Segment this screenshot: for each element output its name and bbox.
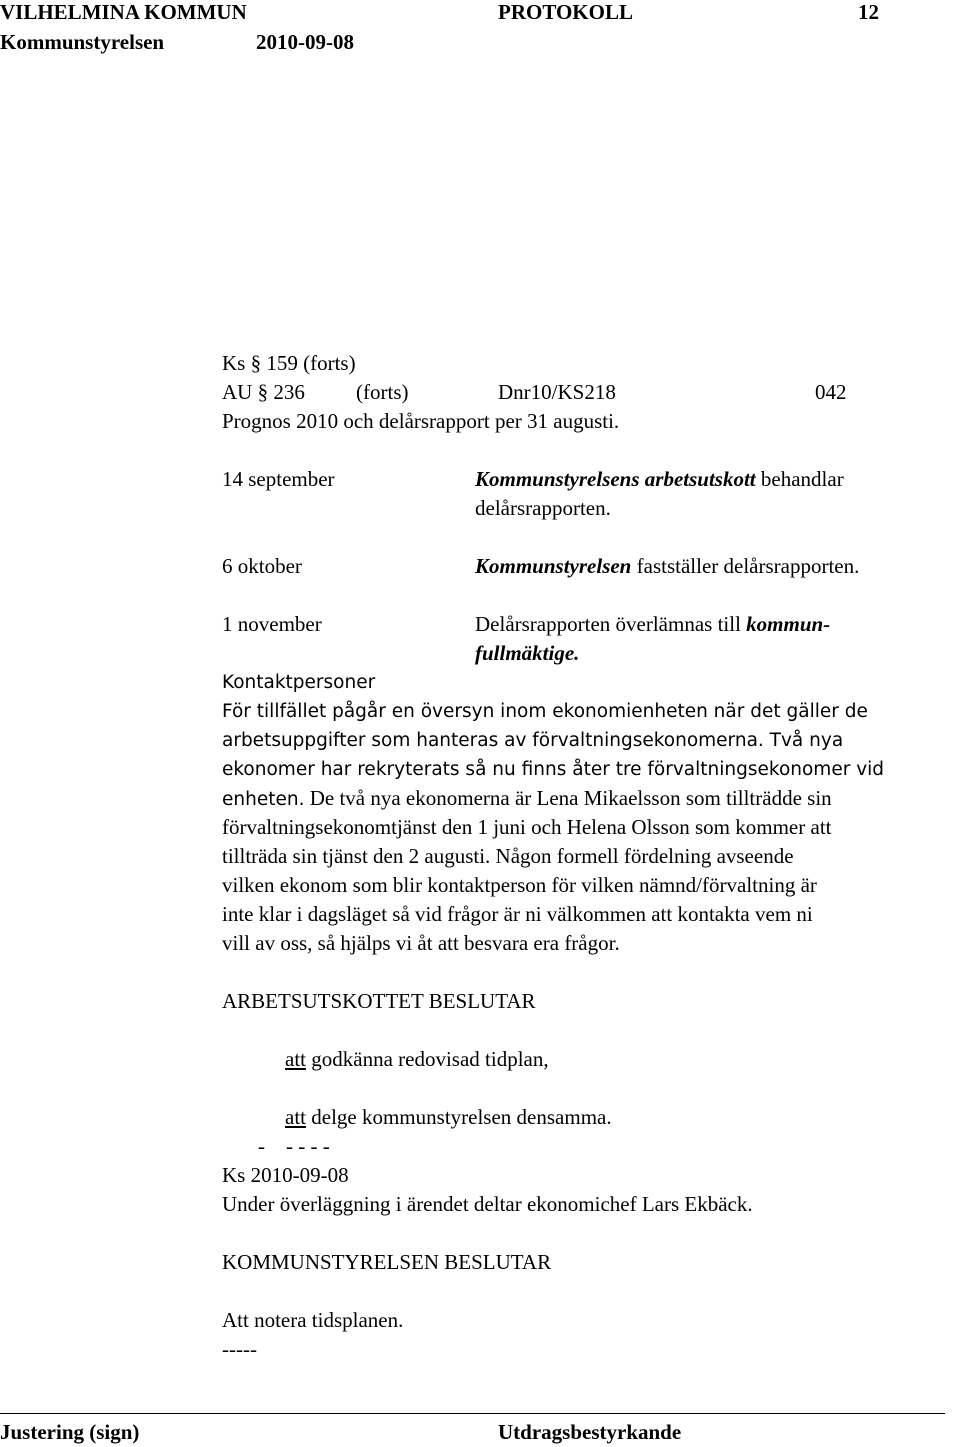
- contact-line-2-head: arbetsuppgifter som hanteras av förvaltningsekonomerna.: [222, 730, 764, 751]
- schedule-rest-1: behandlar: [755, 467, 844, 491]
- header-body: Kommunstyrelsen: [0, 30, 165, 54]
- section-symbol: §: [250, 351, 262, 375]
- au-number: 236: [273, 380, 305, 404]
- contact-line-3: ekonomer har rekryterats så nu finns åter tre förvaltningsekonomer vid: [222, 759, 885, 780]
- ks-number: 159: [266, 351, 298, 375]
- schedule-rest-2: fastställer delårsrapporten.: [631, 554, 860, 578]
- schedule-date-1: 14 september: [222, 467, 335, 491]
- contact-line-4-sans: enheten.: [222, 789, 305, 810]
- footer-justering: Justering (sign): [0, 1420, 140, 1444]
- au-forts: (forts): [356, 380, 409, 404]
- au-decision-text-1: godkänna redovisad tidplan,: [306, 1047, 549, 1071]
- ks-label: Ks: [222, 351, 246, 375]
- contact-line-4: [222, 784, 832, 815]
- au-decision-item-1: [285, 1045, 549, 1074]
- contact-line-8: inte klar i dagsläget så vid frågor är ni välkommen att kontakta vem ni: [222, 902, 813, 926]
- contact-heading: Kontaktpersoner: [222, 672, 376, 693]
- ks-forts: (forts): [303, 351, 356, 375]
- ks-decision-heading: KOMMUNSTYRELSEN BESLUTAR: [222, 1250, 552, 1274]
- contact-line-6: tillträda sin tjänst den 2 augusti. Någon formell fördelning avseende: [222, 844, 794, 868]
- schedule-bold-2: Kommunstyrelsen: [475, 554, 632, 578]
- au-label: AU: [222, 380, 253, 404]
- footer-utdragsbestyrkande: Utdragsbestyrkande: [498, 1420, 682, 1444]
- separator-dashes: - - - - -: [258, 1134, 330, 1158]
- contact-line-7: vilken ekonom som blir kontaktperson för vilken nämnd/förvaltning är: [222, 873, 817, 897]
- att-word: att: [285, 1105, 306, 1129]
- header-doc-type: PROTOKOLL: [498, 0, 633, 24]
- schedule-bold-3: kommun-: [746, 612, 831, 636]
- schedule-date-3: 1 november: [222, 612, 322, 636]
- schedule-text-1: [475, 465, 844, 494]
- end-marker: -----: [222, 1337, 257, 1361]
- ks-date-line: Ks 2010-09-08: [222, 1163, 349, 1187]
- ks-note: Under överläggning i ärendet deltar ekonomichef Lars Ekbäck.: [222, 1192, 753, 1216]
- schedule-text-2: [475, 552, 859, 581]
- au-decision-item-2: [285, 1103, 612, 1132]
- contact-line-4-serif: De två nya ekonomerna är Lena Mikaelsson som tillträdde sin: [304, 786, 832, 810]
- att-word: att: [285, 1047, 306, 1071]
- contact-line-2: [222, 726, 843, 755]
- footer-rule: [0, 1413, 945, 1414]
- header-org: VILHELMINA KOMMUN: [0, 0, 247, 24]
- au-decision-heading: ARBETSUTSKOTTET BESLUTAR: [222, 989, 536, 1013]
- code: 042: [815, 380, 847, 404]
- contact-line-1: För tillfället pågår en översyn inom ekonomienheten när det gäller de: [222, 701, 868, 722]
- dnr: Dnr10/KS218: [498, 380, 616, 404]
- schedule-rest-3: Delårsrapporten överlämnas till: [475, 612, 747, 636]
- contact-line-2-tail: Två nya: [763, 730, 844, 751]
- au-case-line: [222, 378, 305, 407]
- schedule-text-3: [475, 610, 830, 639]
- header-date: 2010-09-08: [256, 30, 354, 54]
- ks-case-line: [222, 349, 356, 378]
- contact-line-9: vill av oss, så hjälps vi åt att besvara era frågor.: [222, 931, 620, 955]
- schedule-cont-1: delårsrapporten.: [475, 496, 611, 520]
- section-symbol: §: [257, 380, 269, 404]
- ks-decision: Att notera tidsplanen.: [222, 1308, 404, 1332]
- header-page-number: 12: [858, 0, 879, 24]
- schedule-cont-3: fullmäktige.: [475, 641, 580, 665]
- schedule-bold-1: Kommunstyrelsens arbetsutskott: [475, 467, 756, 491]
- schedule-date-2: 6 oktober: [222, 554, 302, 578]
- contact-line-5: förvaltningsekonomtjänst den 1 juni och Helena Olsson som kommer att: [222, 815, 832, 839]
- case-title: Prognos 2010 och delårsrapport per 31 augusti.: [222, 409, 620, 433]
- au-decision-text-2: delge kommunstyrelsen densamma.: [306, 1105, 612, 1129]
